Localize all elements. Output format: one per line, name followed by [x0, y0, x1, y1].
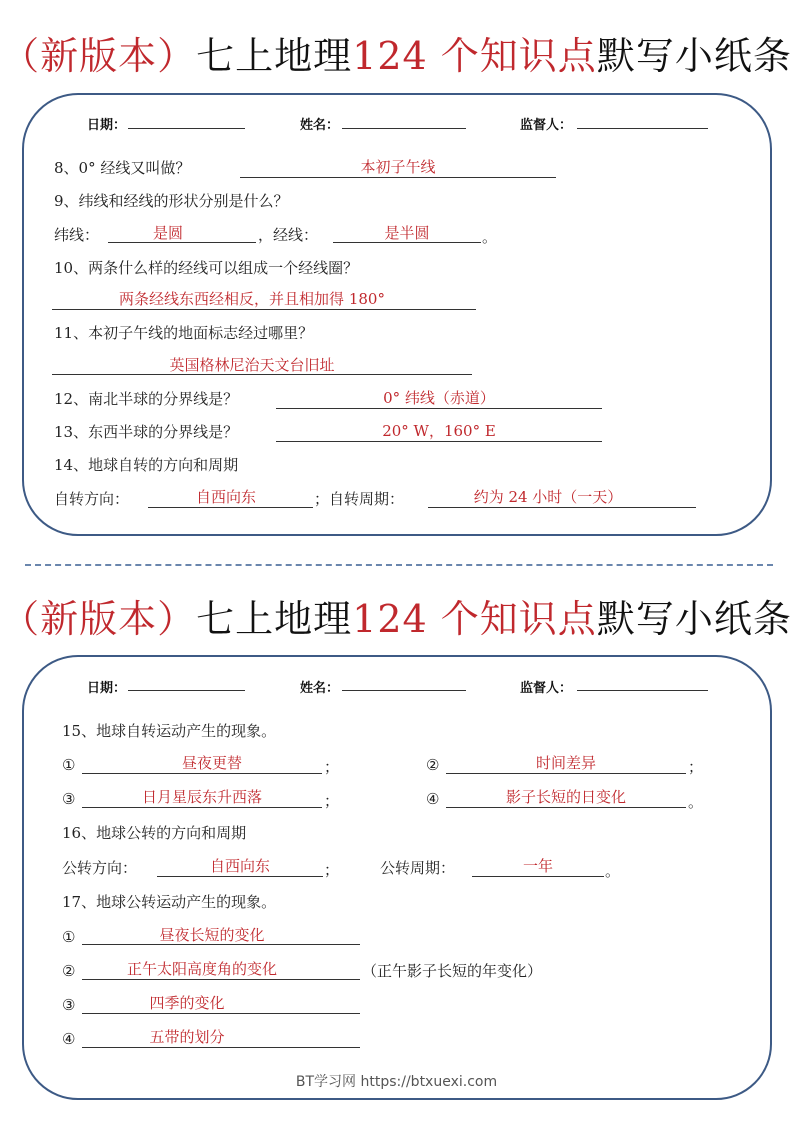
q14-label-period: ；自转周期：: [314, 490, 405, 508]
question-8: 8、0° 经线又叫做？: [54, 159, 191, 177]
page-title-1: [0, 32, 793, 80]
q16-label-dir: 公转方向：: [62, 859, 138, 877]
date-label: 日期：: [87, 118, 127, 133]
q17-num-2: ②: [62, 962, 76, 980]
answer-15-4: 影子长短的日变化: [505, 788, 626, 806]
q15-num-1: ①: [62, 756, 76, 774]
supervisor-field[interactable]: [577, 128, 708, 129]
cut-line-divider: [25, 564, 773, 566]
answer-15-2: 时间差异: [535, 754, 596, 772]
title-count: 124 个知识点: [352, 34, 597, 78]
q9-end: 。: [482, 228, 498, 246]
answer-17-3: 四季的变化: [149, 994, 225, 1012]
date-field[interactable]: [128, 690, 245, 691]
q17-note-2: （正午影子长短的年变化）: [362, 962, 543, 980]
answer-9a: 是圆: [152, 224, 183, 242]
title-prefix: （新版本）: [1, 597, 197, 641]
question-14: 14、地球自转的方向和周期: [54, 456, 239, 474]
answer-10: 两条经线东西经相反，并且相加得 180°: [119, 290, 385, 308]
date-label: 日期：: [87, 681, 127, 696]
page-title-2: [0, 595, 793, 643]
q17-num-1: ①: [62, 928, 76, 946]
title-subject: 七上地理: [196, 34, 353, 78]
q15-num-3: ③: [62, 790, 76, 808]
answer-13: 20° W，160° E: [382, 422, 496, 440]
name-label: 姓名：: [300, 681, 340, 696]
name-field[interactable]: [342, 690, 466, 691]
question-9: 9、纬线和经线的形状分别是什么？: [54, 192, 289, 210]
answer-14a: 自西向东: [196, 488, 257, 506]
q17-num-4: ④: [62, 1030, 76, 1048]
question-11: 11、本初子午线的地面标志经过哪里？: [54, 324, 314, 342]
question-16: 16、地球公转的方向和周期: [62, 824, 247, 842]
answer-11: 英国格林尼治天文台旧址: [169, 356, 335, 374]
q16-label-period: 公转周期：: [380, 859, 456, 877]
q16-sep: ；: [324, 861, 340, 879]
title-count: 124 个知识点: [352, 597, 597, 641]
question-17: 17、地球公转运动产生的现象。: [62, 893, 277, 911]
supervisor-label: 监督人：: [520, 118, 573, 133]
question-15: 15、地球自转运动产生的现象。: [62, 722, 277, 740]
answer-15-1: 昼夜更替: [181, 754, 242, 772]
answer-15-3: 日月星辰东升西落: [141, 788, 262, 806]
q15-num-2: ②: [426, 756, 440, 774]
q15-num-4: ④: [426, 790, 440, 808]
answer-8: 本初子午线: [360, 158, 436, 176]
answer-12: 0° 纬线（赤道）: [383, 389, 495, 407]
title-prefix: （新版本）: [1, 34, 197, 78]
q16-end: 。: [605, 862, 621, 880]
date-field[interactable]: [128, 128, 245, 129]
question-12: 12、南北半球的分界线是？: [54, 390, 239, 408]
answer-16b: 一年: [522, 857, 553, 875]
q15-end-1: ；: [324, 758, 340, 776]
answer-17-4: 五带的划分: [149, 1028, 225, 1046]
title-suffix: 默写小纸条: [596, 597, 792, 641]
question-13: 13、东西半球的分界线是？: [54, 423, 239, 441]
q15-end-4: 。: [688, 793, 704, 811]
q15-end-3: ；: [324, 792, 340, 810]
answer-9b: 是半圆: [384, 224, 430, 242]
q9-label-lat: 纬线：: [54, 226, 100, 244]
q17-num-3: ③: [62, 996, 76, 1014]
q9-label-lon: ，经线：: [258, 226, 319, 244]
supervisor-field[interactable]: [577, 690, 708, 691]
supervisor-label: 监督人：: [520, 681, 573, 696]
answer-16a: 自西向东: [209, 857, 270, 875]
name-label: 姓名：: [300, 118, 340, 133]
answer-14b: 约为 24 小时（一天）: [473, 488, 623, 506]
q14-label-dir: 自转方向：: [54, 490, 130, 508]
name-field[interactable]: [342, 128, 466, 129]
title-suffix: 默写小纸条: [596, 34, 792, 78]
answer-17-1: 昼夜长短的变化: [159, 926, 265, 944]
watermark: BT学习网 https://btxuexi.com: [295, 1074, 498, 1090]
q15-end-2: ；: [688, 758, 704, 776]
title-subject: 七上地理: [196, 597, 353, 641]
question-10: 10、两条什么样的经线可以组成一个经线圈？: [54, 259, 359, 277]
answer-17-2: 正午太阳高度角的变化: [126, 960, 277, 978]
